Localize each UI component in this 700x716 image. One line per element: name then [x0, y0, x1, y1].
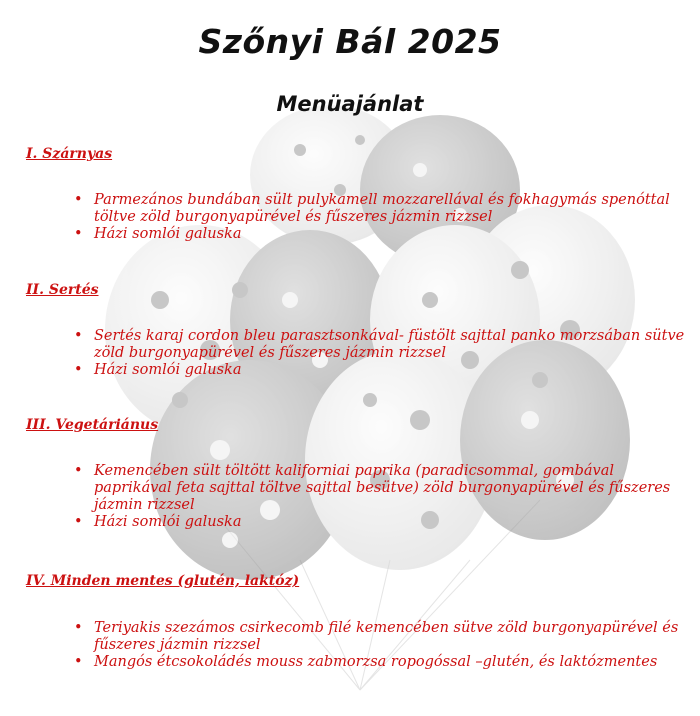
section-list-free-from	[70, 620, 690, 671]
menu-item: • Házi somlói galuska	[70, 362, 690, 379]
section-list-poultry	[70, 192, 690, 243]
page-title: Szőnyi Bál 2025	[198, 22, 502, 61]
menu-item: • Kemencében sült töltött kaliforniai paprika (paradicsommal, gombával paprikával feta sajttal töltve sajttal besütve) zöld burgonyapürével és fűszeres jázmin rizzsel	[70, 463, 690, 514]
menu-item: • Teriyakis szezámos csirkecomb filé kemencében sütve zöld burgonyapürével és fűszeres jázmin rizzsel	[70, 620, 690, 654]
menu-item: • Sertés karaj cordon bleu parasztsonkával- füstölt sajttal panko morzsában sütve zöld burgonyapürével és fűszeres jázmin rizzsel	[70, 328, 690, 362]
section-heading-pork: II. Sertés	[26, 282, 99, 298]
menu-item: • Mangós étcsokoládés mouss zabmorzsa ropogóssal –glutén, és laktózmentes	[70, 654, 690, 671]
section-list-vegetarian	[70, 463, 690, 531]
menu-item: • Házi somlói galuska	[70, 514, 690, 531]
section-list-pork	[70, 328, 690, 379]
section-heading-free-from: IV. Minden mentes (glutén, laktóz)	[26, 573, 300, 589]
section-heading-poultry: I. Szárnyas	[26, 146, 113, 162]
menu-item: • Parmezános bundában sült pulykamell mozzarellával és fokhagymás spenóttal töltve zöld burgonyapürével és fűszeres jázmin rizzsel	[70, 192, 690, 226]
menu-item: • Házi somlói galuska	[70, 226, 690, 243]
menu-subtitle: Menüajánlat	[276, 92, 424, 116]
section-heading-vegetarian: III. Vegetáriánus	[26, 417, 159, 433]
